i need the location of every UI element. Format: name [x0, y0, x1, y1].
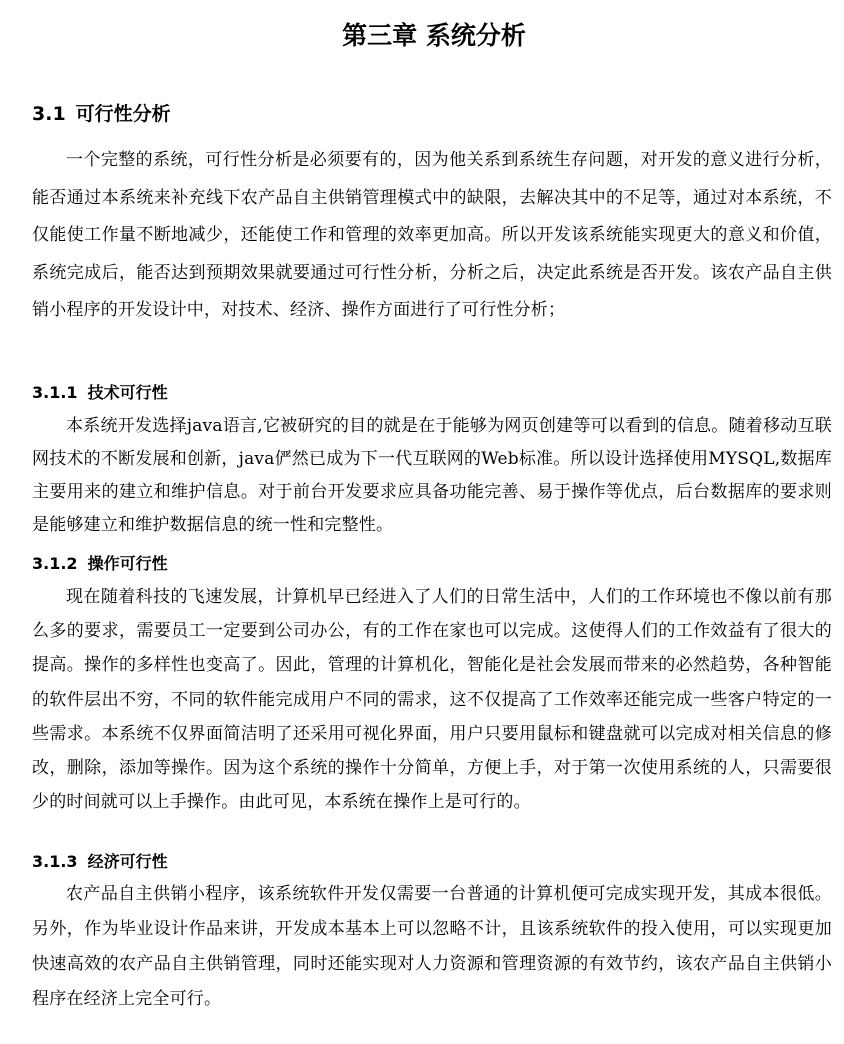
section-3-1-3-number: 3.1.3 — [32, 852, 78, 871]
chapter-title: 第三章 系统分析 — [342, 21, 526, 50]
section-3-1-paragraph: 一个完整的系统，可行性分析是必须要有的，因为他关系到系统生存问题，对开发的意义进行分析，能否通过本系统来补充线下农产品自主供销管理模式中的缺限，去解决其中的不足等，通过对本系统，不仅能使工作量不断地减少，还能使工作和管理的效率更加高。所以开发该系统能实现更大的意义和价值， 系统完成后，能否达到预期效果就要通过可行性分析，分析之后，决定此系统是否开发。该农产品自主供销小程序的开发设计中，对技术、经济、操作方面进行了可行性分析； — [32, 150, 832, 321]
section-3-1-2-heading — [32, 551, 168, 577]
section-3-1-1-heading — [32, 380, 168, 406]
section-3-1-2-paragraph: 现在随着科技的飞速发展，计算机早已经进入了人们的日常生活中，人们的工作环境也不像以前有那么多的要求，需要员工一定要到公司办公，有的工作在家也可以完成。这使得人们的工作效益有了很大的提高。操作的多样性也变高了。因此，管理的计算机化，智能化是社会发展而带来的必然趋势，各种智能的软件层出不穷，不同的软件能完成用户不同的需求，这不仅提高了工作效率还能完成一些客户特定的一些需求。本系统不仅界面简洁明了还采用可视化界面，用户只要用鼠标和键盘就可以完成对相关信息的修改，删除，添加等操作。因为这个系统的操作十分简单，方便上手，对于第一次使用系统的人，只需要很少的时间就可以上手操作。由此可见，本系统在操作上是可行的。 — [32, 587, 832, 813]
section-3-1-1-title: 技术可行性 — [87, 383, 168, 402]
section-3-1-3-heading — [32, 849, 168, 875]
section-3-1-title: 可行性分析 — [75, 103, 171, 125]
section-3-1-2-number: 3.1.2 — [32, 554, 78, 573]
section-3-1-heading — [32, 98, 171, 130]
section-3-1-2-title: 操作可行性 — [87, 554, 168, 573]
section-3-1-3-title: 经济可行性 — [87, 852, 168, 871]
section-3-1-1-paragraph: 本系统开发选择java语言,它被研究的目的就是在于能够为网页创建等可以看到的信息。随着移动互联网技术的不断发展和创新，java俨然已成为下一代互联网的Web标准。所以设计选择使用MYSQL,数据库主要用来的建立和维护信息。对于前台开发要求应具备功能完善、易于操作等优点，后台数据库的要求则是能够建立和维护数据信息的统一性和完整性。 — [32, 416, 832, 535]
section-3-1-3-paragraph: 农产品自主供销小程序，该系统软件开发仅需要一台普通的计算机便可完成实现开发，其成本很低。另外，作为毕业设计作品来讲，开发成本基本上可以忽略不计，且该系统软件的投入使用，可以实现更加快速高效的农产品自主供销管理，同时还能实现对人力资源和管理资源的有效节约，该农产品自主供销小程序在经济上完全可行。 — [32, 884, 832, 1009]
section-3-1-number: 3.1 — [32, 103, 66, 125]
section-3-1-1-number: 3.1.1 — [32, 383, 78, 402]
